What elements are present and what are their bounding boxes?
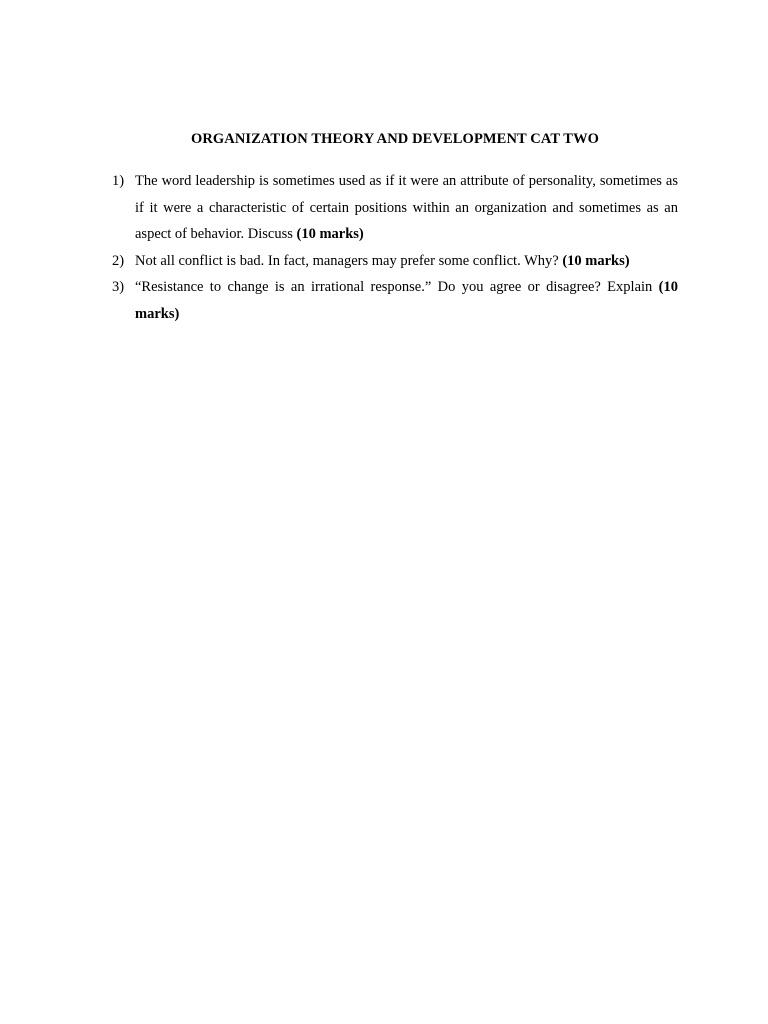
- question-number: 3): [112, 279, 125, 295]
- question-number: 1): [112, 173, 125, 189]
- question-item: [112, 168, 678, 248]
- question-list: [112, 168, 678, 327]
- question-marks: (10 marks): [135, 279, 679, 322]
- question-marks: (10 marks): [562, 252, 630, 269]
- question-text: The word leadership is sometimes used as if it were an attribute of personality, sometimes as if it were a characteristic of certain positions within an organization and sometimes as an aspect of behavior. Discuss: [135, 173, 678, 242]
- question-text: Not all conflict is bad. In fact, managers may prefer some conflict. Why?: [135, 252, 559, 269]
- question-number: 2): [112, 252, 125, 269]
- question-item: [112, 274, 678, 327]
- document-title: ORGANIZATION THEORY AND DEVELOPMENT CAT TWO: [190, 131, 600, 147]
- question-text: “Resistance to change is an irrational response.” Do you agree or disagree? Explain: [135, 279, 653, 295]
- question-marks: (10 marks): [296, 226, 364, 242]
- question-item: [112, 248, 678, 275]
